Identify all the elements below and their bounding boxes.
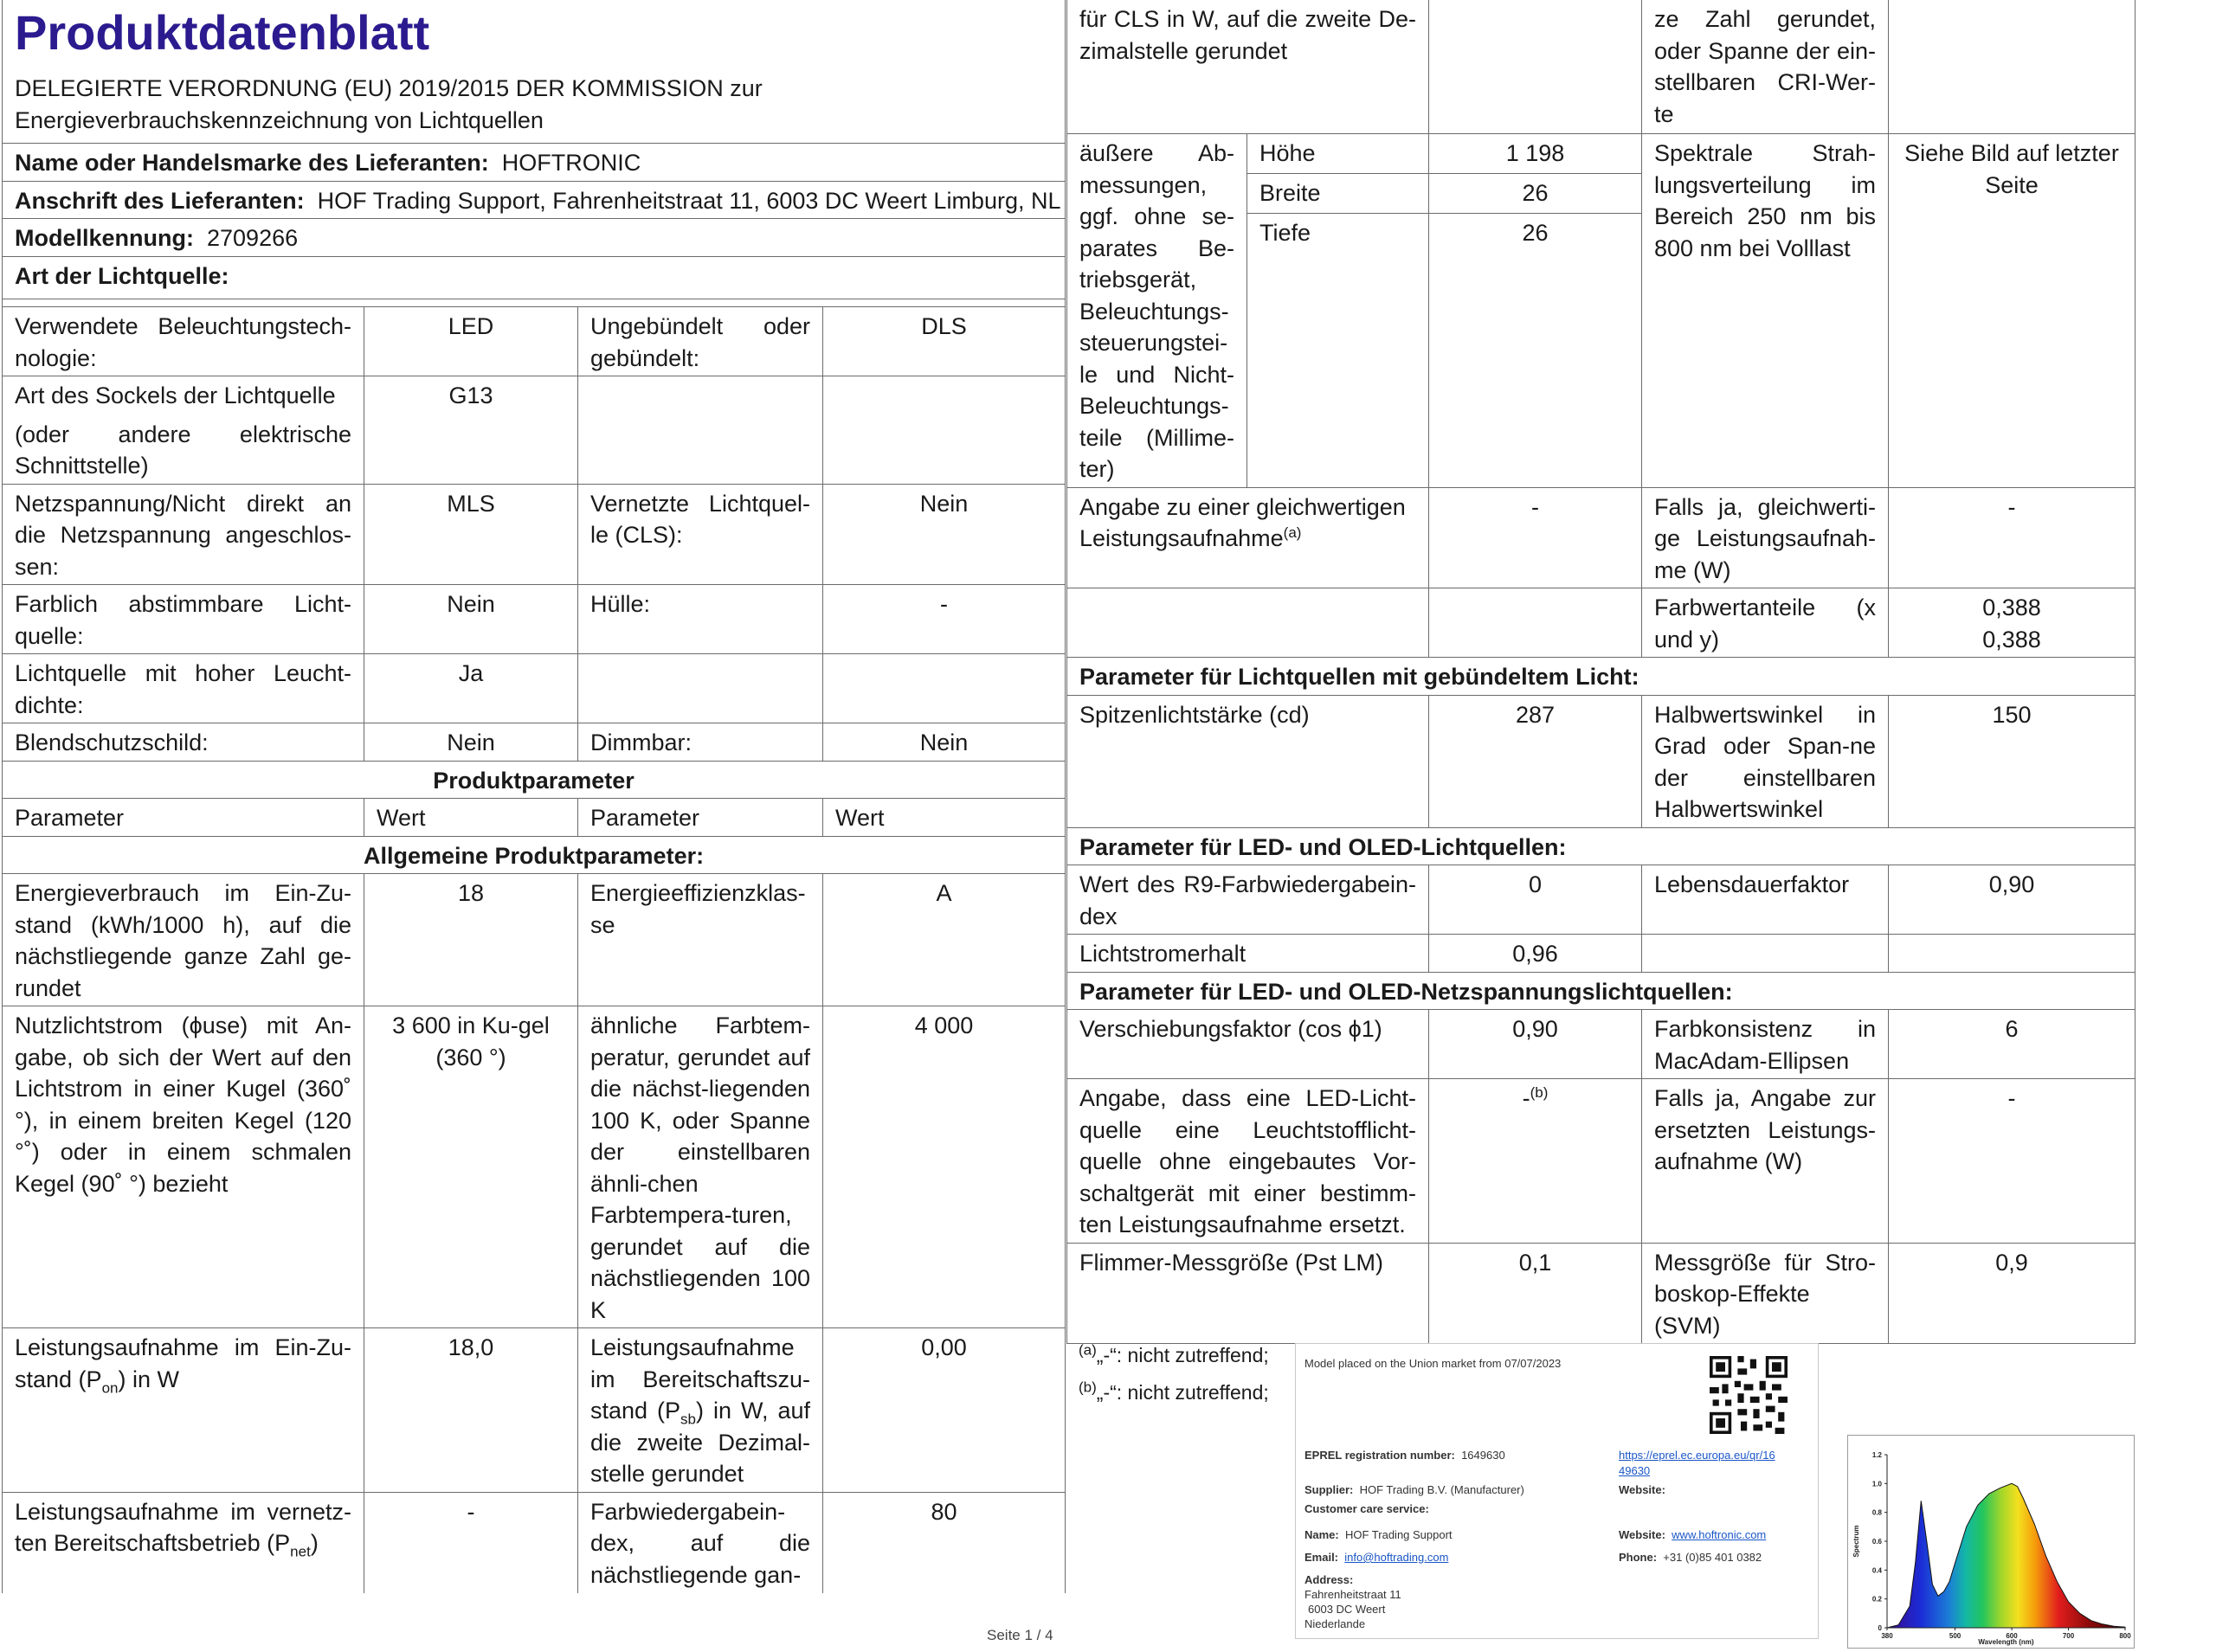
beam-angle-label: Halbwertswinkel in Grad oder Span-ne der einstellbaren Halbwertswinkel	[1642, 695, 1889, 827]
empty-cell	[1429, 588, 1642, 658]
supplier-address-label: Anschrift des Lieferanten:	[15, 187, 305, 214]
col-header-value: Wert	[364, 799, 578, 837]
model-row	[3, 219, 1066, 257]
supplier-name-row	[3, 144, 1066, 182]
eprel-address-line-3: Niederlande	[1304, 1617, 1366, 1630]
r9-label: Wert des R9-Farbwiedergabein-dex	[1067, 865, 1429, 935]
psb-label-unit: ) in W, auf die zweite Dezimal-stelle gerundet	[590, 1398, 810, 1487]
eprel-registration	[1304, 1448, 1505, 1462]
eprel-phone-label: Phone:	[1619, 1551, 1658, 1564]
pnet-value: -	[364, 1492, 578, 1593]
replace-claim-label: Angabe, dass eine LED-Licht-quelle eine Leuchtstofflicht-quelle ohne eingebautes Vor-schaltgerät mit einer bestimm-ten Leistungsaufnahme ersetzt.	[1067, 1079, 1429, 1244]
cap-label-note: (oder andere elektrische Schnittstelle)	[15, 421, 351, 479]
empty-cell	[1889, 935, 2135, 973]
mains-label: Netzspannung/Nicht direkt an die Netzspannung angeschlos-sen:	[3, 484, 364, 585]
pon-label-text: Leistungsaufnahme im Ein-Zu-stand (P	[15, 1334, 351, 1392]
colour-consistency-label: Farbkonsistenz in MacAdam-Ellipsen	[1642, 1010, 1889, 1079]
high-luminance-label: Lichtquelle mit hoher Leucht-dichte:	[3, 654, 364, 723]
footnote-a-text: „-“: nicht zutreffend;	[1096, 1344, 1269, 1366]
right-datasheet-table	[1066, 0, 2135, 1344]
width-value: 26	[1429, 173, 1642, 213]
high-luminance-value: Ja	[364, 654, 578, 723]
dls-params-heading: Parameter für Lichtquellen mit gebündeltem Licht:	[1067, 658, 2135, 696]
col-header-param: Parameter	[3, 799, 364, 837]
stroboscopic-value: 0,9	[1889, 1243, 2135, 1344]
antiglare-label: Blendschutzschild:	[3, 723, 364, 762]
supplier-name-value: HOFTRONIC	[501, 150, 641, 176]
eprel-supplier-label: Supplier:	[1304, 1483, 1354, 1496]
flicker-value: 0,1	[1429, 1243, 1642, 1344]
replace-power-label: Falls ja, Angabe zur ersetzten Leistungs-aufnahme (W)	[1642, 1079, 1889, 1244]
eprel-link-line-1[interactable]: https://eprel.ec.europa.eu/qr/16	[1619, 1449, 1775, 1462]
spectrum-series-area	[1887, 1483, 2125, 1628]
pon-subscript: on	[101, 1379, 119, 1396]
eprel-link-line-2[interactable]: 49630	[1619, 1464, 1651, 1477]
eprel-website-2	[1619, 1527, 1766, 1542]
product-params-heading: Produktparameter	[3, 761, 1066, 799]
model-label: Modellkennung:	[15, 225, 194, 251]
empty-cell	[578, 376, 823, 485]
eprel-supplier	[1304, 1482, 1524, 1497]
beam-angle-value: 150	[1889, 695, 2135, 827]
footnote-b-text: „-“: nicht zutreffend;	[1096, 1381, 1269, 1404]
chromaticity-y: 0,388	[1982, 626, 2041, 652]
col-header-param-2: Parameter	[578, 799, 823, 837]
col-header-value-2: Wert	[823, 799, 1066, 837]
eprel-website-link[interactable]: www.hoftronic.com	[1672, 1528, 1767, 1541]
pnet-label	[3, 1492, 364, 1593]
cct-value: 4 000	[823, 1006, 1066, 1328]
regulation-line-1: DELEGIERTE VERORDNUNG (EU) 2019/2015 DER KOMMISSION zur	[15, 75, 763, 101]
pnet-label-continued: für CLS in W, auf die zweite De-zimalstelle gerundet	[1067, 0, 1429, 134]
tech-value: LED	[364, 307, 578, 376]
pon-label-unit: ) in W	[118, 1366, 179, 1392]
replace-claim-dash: -	[1522, 1085, 1530, 1111]
energy-value: 18	[364, 874, 578, 1006]
eprel-address-line-1: Fahrenheitstraat 11	[1304, 1588, 1401, 1601]
lumen-maintenance-label: Lichtstromerhalt	[1067, 935, 1429, 973]
displacement-label: Verschiebungsfaktor (cos ϕ1)	[1067, 1010, 1429, 1079]
y-tick-label: 0	[1878, 1624, 1882, 1632]
width-label: Breite	[1247, 173, 1429, 213]
eprel-contact-name	[1304, 1527, 1453, 1542]
chromaticity-x: 0,388	[1982, 595, 2041, 620]
antiglare-value: Nein	[364, 723, 578, 762]
spectrum-chart-frame	[1847, 1435, 2135, 1649]
colour-tunable-value: Nein	[364, 585, 578, 654]
empty-cell	[1429, 0, 1642, 134]
eprel-email	[1304, 1550, 1448, 1565]
y-axis-label: Spectrum	[1852, 1525, 1860, 1558]
energy-label: Energieverbrauch im Ein-Zu-stand (kWh/1000 h), auf die nächstliegende ganze Zahl ge-rundet	[3, 874, 364, 1006]
x-tick-label: 500	[1949, 1632, 1962, 1640]
connected-value: Nein	[823, 484, 1066, 585]
pon-value: 18,0	[364, 1328, 578, 1493]
eprel-phone-value: +31 (0)85 401 0382	[1663, 1551, 1762, 1564]
supplier-address-value: HOF Trading Support, Fahrenheitstraat 11, 6003 DC Weert Limburg, NL	[317, 187, 1061, 214]
cct-label: ähnliche Farbtem-peratur, gerundet auf die nächst-liegenden 100 K, oder Spanne der einstellbaren ähnli-chen Farbtempera-turen, gerundet auf die nächstliegenden 100 K	[578, 1006, 823, 1328]
footnote-a	[1079, 1337, 1269, 1374]
pnet-label-unit: )	[310, 1530, 319, 1556]
equiv-label-text: Angabe zu einer gleichwertigen Leistungsaufnahme	[1079, 493, 1406, 551]
supplier-address-row	[3, 181, 1066, 219]
eprel-name-label: Name:	[1304, 1528, 1339, 1541]
psb-value: 0,00	[823, 1328, 1066, 1493]
cap-label	[3, 376, 364, 485]
tech-label: Verwendete Beleuchtungstech-nologie:	[3, 307, 364, 376]
directional-value: DLS	[823, 307, 1066, 376]
replace-footnote-mark: (b)	[1530, 1084, 1549, 1101]
flux-label: Nutzlichtstrom (ϕuse) mit An-gabe, ob sich der Wert auf den Lichtstrom in einer Kugel (360˚ °), in einem breiten Kegel (120 °˚) oder in einem schmalen Kegel (90˚ °) bezieht	[3, 1006, 364, 1328]
page-number: Seite 1 / 4	[987, 1627, 1053, 1643]
envelope-label: Hülle:	[578, 585, 823, 654]
footnotes	[1079, 1337, 1269, 1411]
equiv-value: -	[1429, 487, 1642, 588]
regulation-line-2: Energieverbrauchskennzeichnung von Lichtquellen	[15, 106, 544, 133]
left-column	[2, 0, 1065, 1593]
spectral-label: Spektrale Strah-lungsverteilung im Bereich 250 nm bis 800 nm bei Volllast	[1642, 134, 1889, 488]
y-tick-label: 0.6	[1871, 1538, 1882, 1546]
envelope-value: -	[823, 585, 1066, 654]
empty-cell	[823, 654, 1066, 723]
y-tick-label: 0.4	[1871, 1566, 1882, 1575]
energy-class-label: Energieeffizienzklas-se	[578, 874, 823, 1006]
qr-code-icon[interactable]	[1710, 1356, 1788, 1434]
equiv-footnote-mark: (a)	[1283, 524, 1302, 541]
eprel-address-label: Address:	[1304, 1573, 1354, 1586]
energy-class-value: A	[823, 874, 1066, 1006]
depth-label: Tiefe	[1247, 213, 1429, 487]
r9-value: 0	[1429, 865, 1642, 935]
mains-params-heading: Parameter für LED- und OLED-Netzspannungslichtquellen:	[1067, 972, 2135, 1010]
eprel-phone	[1619, 1550, 1762, 1565]
x-tick-label: 700	[2062, 1632, 2075, 1640]
y-tick-label: 0.2	[1871, 1595, 1882, 1604]
directional-label: Ungebündelt oder gebündelt:	[578, 307, 823, 376]
x-axis-label: Wavelength (nm)	[1978, 1638, 2034, 1646]
colour-tunable-label: Farblich abstimmbare Licht-quelle:	[3, 585, 364, 654]
cap-label-line: Art des Sockels der Lichtquelle	[15, 382, 336, 408]
flux-value: 3 600 in Ku-gel (360 °)	[364, 1006, 578, 1328]
led-params-heading: Parameter für LED- und OLED-Lichtquellen:	[1067, 827, 2135, 865]
cap-value: G13	[364, 376, 578, 485]
footnote-a-mark: (a)	[1079, 1341, 1097, 1359]
displacement-value: 0,90	[1429, 1010, 1642, 1079]
replace-power-value: -	[1889, 1079, 2135, 1244]
left-datasheet-table	[2, 0, 1066, 1593]
x-tick-label: 380	[1881, 1632, 1893, 1640]
chromaticity-values	[1889, 588, 2135, 658]
footnote-b-mark: (b)	[1079, 1379, 1097, 1396]
cri-label: Farbwiedergabein-dex, auf die nächstliegende gan-	[578, 1492, 823, 1593]
eprel-email-link[interactable]: info@hoftrading.com	[1344, 1551, 1449, 1564]
peak-intensity-label: Spitzenlichtstärke (cd)	[1067, 695, 1429, 827]
spectral-value: Siehe Bild auf letzter Seite	[1889, 134, 2135, 488]
lightsource-type-heading: Art der Lichtquelle:	[3, 256, 1066, 299]
colour-consistency-value: 6	[1889, 1010, 2135, 1079]
model-value: 2709266	[207, 225, 299, 251]
footnote-b	[1079, 1374, 1269, 1411]
psb-label	[578, 1328, 823, 1493]
supplier-name-label: Name oder Handelsmarke des Lieferanten:	[15, 150, 489, 176]
dimmable-label: Dimmbar:	[578, 723, 823, 762]
depth-value: 26	[1429, 213, 1642, 487]
eprel-care-label: Customer care service:	[1304, 1502, 1429, 1515]
eprel-registration-label: EPREL registration number:	[1304, 1449, 1455, 1462]
dimmable-value: Nein	[823, 723, 1066, 762]
page-title: Produktdatenblatt	[15, 5, 430, 60]
spectrum-chart	[1848, 1436, 2134, 1648]
psb-label-text: Leistungsaufnahme im Bereitschaftszu-stand (P	[590, 1334, 810, 1424]
eprel-supplier-value: HOF Trading B.V. (Manufacturer)	[1359, 1483, 1524, 1496]
empty-cell	[823, 376, 1066, 485]
cri-label-continued: ze Zahl gerundet, oder Spanne der ein-stellbaren CRI-Wer-te	[1642, 0, 1889, 134]
psb-subscript: sb	[680, 1411, 697, 1428]
empty-cell	[578, 654, 823, 723]
survival-factor-value: 0,90	[1889, 865, 2135, 935]
dimensions-label: äußere Ab-messungen, ggf. ohne se-parates Be-triebsgerät, Beleuchtungs-steuerungstei-le und Nicht-Beleuchtungs-teile (Millime-ter)	[1067, 134, 1247, 488]
survival-factor-label: Lebensdauerfaktor	[1642, 865, 1889, 935]
height-label: Höhe	[1247, 134, 1429, 174]
eprel-card	[1295, 1343, 1819, 1639]
eprel-registration-value: 1649630	[1461, 1449, 1505, 1462]
x-tick-label: 800	[2119, 1632, 2131, 1640]
y-tick-label: 1.2	[1871, 1451, 1882, 1459]
empty-cell	[1067, 588, 1429, 658]
equiv-power-value: -	[1889, 487, 2135, 588]
empty-cell	[1642, 935, 1889, 973]
peak-intensity-value: 287	[1429, 695, 1642, 827]
y-tick-label: 0.8	[1871, 1508, 1882, 1517]
y-tick-label: 1.0	[1871, 1480, 1882, 1488]
x-tick-label: 600	[2006, 1632, 2018, 1640]
eprel-market-date: Model placed on the Union market from 07/07/2023	[1304, 1357, 1562, 1370]
chromaticity-label: Farbwertanteile (x und y)	[1642, 588, 1889, 658]
empty-cell	[1889, 0, 2135, 134]
cri-value: 80	[823, 1492, 1066, 1593]
general-params-heading: Allgemeine Produktparameter:	[3, 836, 1066, 874]
right-column	[1066, 0, 2135, 1344]
mains-value: MLS	[364, 484, 578, 585]
height-value: 1 198	[1429, 134, 1642, 174]
pon-label	[3, 1328, 364, 1493]
eprel-name-value: HOF Trading Support	[1344, 1528, 1453, 1541]
pnet-subscript: net	[290, 1543, 311, 1560]
equiv-power-label: Falls ja, gleichwerti-ge Leistungsaufnah-me (W)	[1642, 487, 1889, 588]
replace-claim-value	[1429, 1079, 1642, 1244]
lumen-maintenance-value: 0,96	[1429, 935, 1642, 973]
flicker-label: Flimmer-Messgröße (Pst LM)	[1067, 1243, 1429, 1344]
equiv-label	[1067, 487, 1429, 588]
eprel-website-label: Website:	[1619, 1483, 1665, 1496]
header-cell	[3, 0, 1066, 144]
connected-label: Vernetzte Lichtquel-le (CLS):	[578, 484, 823, 585]
eprel-website-2-label: Website:	[1619, 1528, 1665, 1541]
pnet-label-text: Leistungsaufnahme im vernetz-ten Bereitschaftsbetrieb (P	[15, 1498, 351, 1556]
eprel-address-line-2: 6003 DC Weert	[1308, 1603, 1386, 1616]
eprel-email-label: Email:	[1304, 1551, 1339, 1564]
stroboscopic-label: Messgröße für Stro-boskop-Effekte (SVM)	[1642, 1243, 1889, 1344]
